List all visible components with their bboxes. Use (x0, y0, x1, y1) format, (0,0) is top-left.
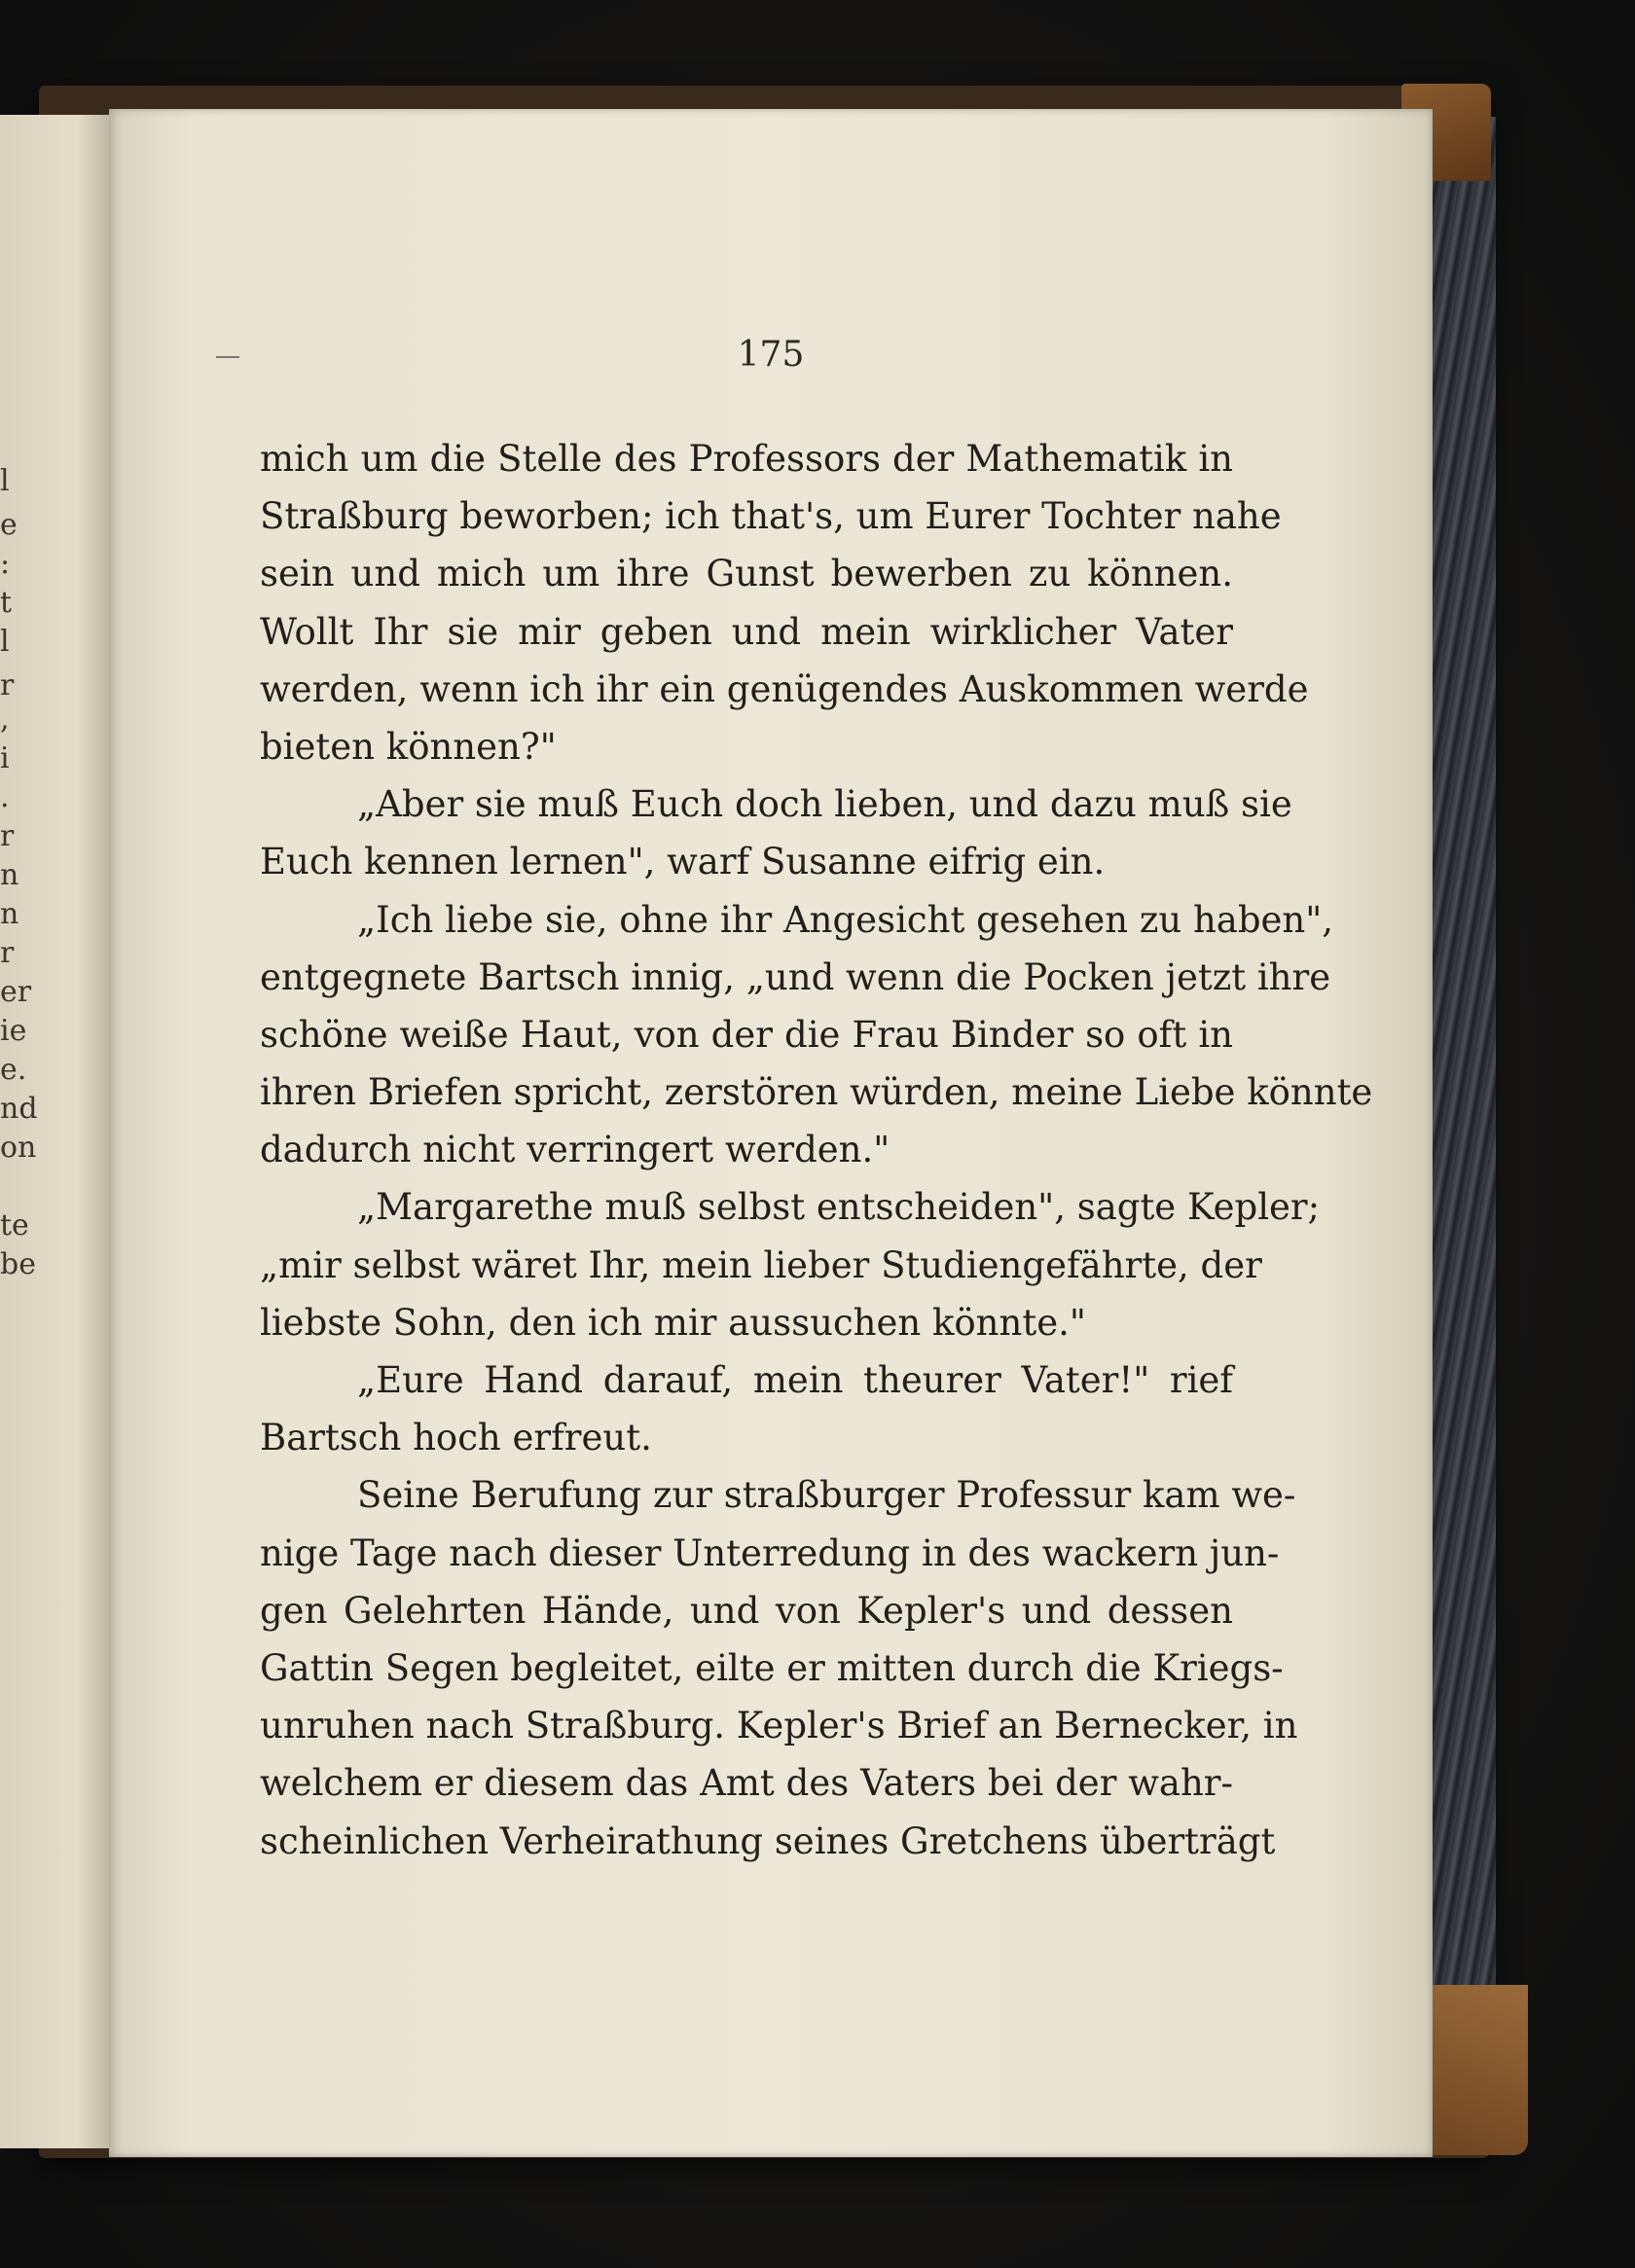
text-line: „Eure Hand darauf, mein theurer Vater!" rief (357, 1359, 1233, 1401)
left-page-fragment: n (0, 858, 19, 892)
text-line: nige Tage nach dieser Unterredung in des wackern jun- (260, 1531, 1280, 1574)
text-line: Gattin Segen begleitet, eilte er mitten durch die Kriegs- (260, 1646, 1284, 1689)
text-line: mich um die Stelle des Professors der Mathematik in (260, 438, 1233, 480)
text-line: entgegnete Bartsch innig, „und wenn die Pocken jetzt ihre (260, 955, 1331, 998)
text-line: welchem er diesem das Amt des Vaters bei der wahr- (260, 1762, 1233, 1805)
text-line: unruhen nach Straßburg. Kepler's Brief an Bernecker, in (260, 1705, 1298, 1747)
left-page-text-fragments (0, 115, 38, 2148)
left-page-fragment: nd (0, 1092, 38, 1126)
left-page-fragment: t (0, 586, 13, 620)
text-line: „Aber sie muß Euch doch lieben, und dazu muß sie (357, 783, 1292, 826)
left-page-fragment: e (0, 508, 18, 542)
page-body-text (260, 430, 1373, 1870)
left-page-fragment: e. (0, 1053, 27, 1087)
page-number: 175 (737, 335, 805, 375)
text-line: Wollt Ihr sie mir geben und mein wirklicher Vater (260, 610, 1233, 653)
text-line: scheinlichen Verheirathung seines Gretchens überträgt (260, 1819, 1276, 1862)
text-line: werden, wenn ich ihr ein genügendes Auskommen werde (260, 667, 1309, 710)
left-page-fragment: l (0, 464, 10, 498)
text-line: „mir selbst wäret Ihr, mein lieber Studiengefährte, der (260, 1243, 1262, 1286)
text-line: bieten können?" (260, 725, 557, 768)
left-page-fragment: , (0, 702, 10, 737)
text-line: „Margarethe muß selbst entscheiden", sagte Kepler; (357, 1186, 1321, 1229)
left-page-fragment: i (0, 741, 10, 775)
text-line: Bartsch hoch erfreut. (260, 1417, 652, 1459)
left-page-fragment: l (0, 625, 10, 659)
left-page-fragment: ie (0, 1014, 27, 1048)
text-line: Euch kennen lernen", warf Susanne eifrig ein. (260, 841, 1106, 883)
left-page-fragment: be (0, 1247, 36, 1281)
left-page (0, 115, 112, 2148)
text-line: „Ich liebe sie, ohne ihr Angesicht gesehen zu haben", (357, 898, 1334, 941)
text-line: dadurch nicht verringert werden." (260, 1129, 890, 1171)
text-line: Seine Berufung zur straßburger Professur kam we- (357, 1474, 1296, 1517)
text-line: Straßburg beworben; ich that's, um Eurer Tochter nahe (260, 495, 1282, 538)
left-page-fragment: te (0, 1208, 29, 1242)
left-page-fragment: r (0, 819, 15, 853)
text-line: liebste Sohn, den ich mir aussuchen könnte." (260, 1301, 1086, 1344)
left-page-fragment: er (0, 975, 32, 1009)
left-page-fragment: n (0, 897, 19, 931)
text-line: sein und mich um ihre Gunst bewerben zu können. (260, 553, 1233, 595)
left-page-fragment: r (0, 668, 15, 702)
left-page-fragment: . (0, 780, 10, 814)
text-line: ihren Briefen spricht, zerstören würden, meine Liebe könnte (260, 1071, 1373, 1114)
text-line: gen Gelehrten Hände, und von Kepler's und dessen (260, 1589, 1233, 1632)
left-page-fragment: on (0, 1131, 37, 1165)
text-line: schöne weiße Haut, von der die Frau Binder so oft in (260, 1013, 1233, 1056)
left-page-fragment: r (0, 936, 15, 970)
right-page (109, 109, 1433, 2157)
left-page-fragment: : (0, 547, 11, 581)
